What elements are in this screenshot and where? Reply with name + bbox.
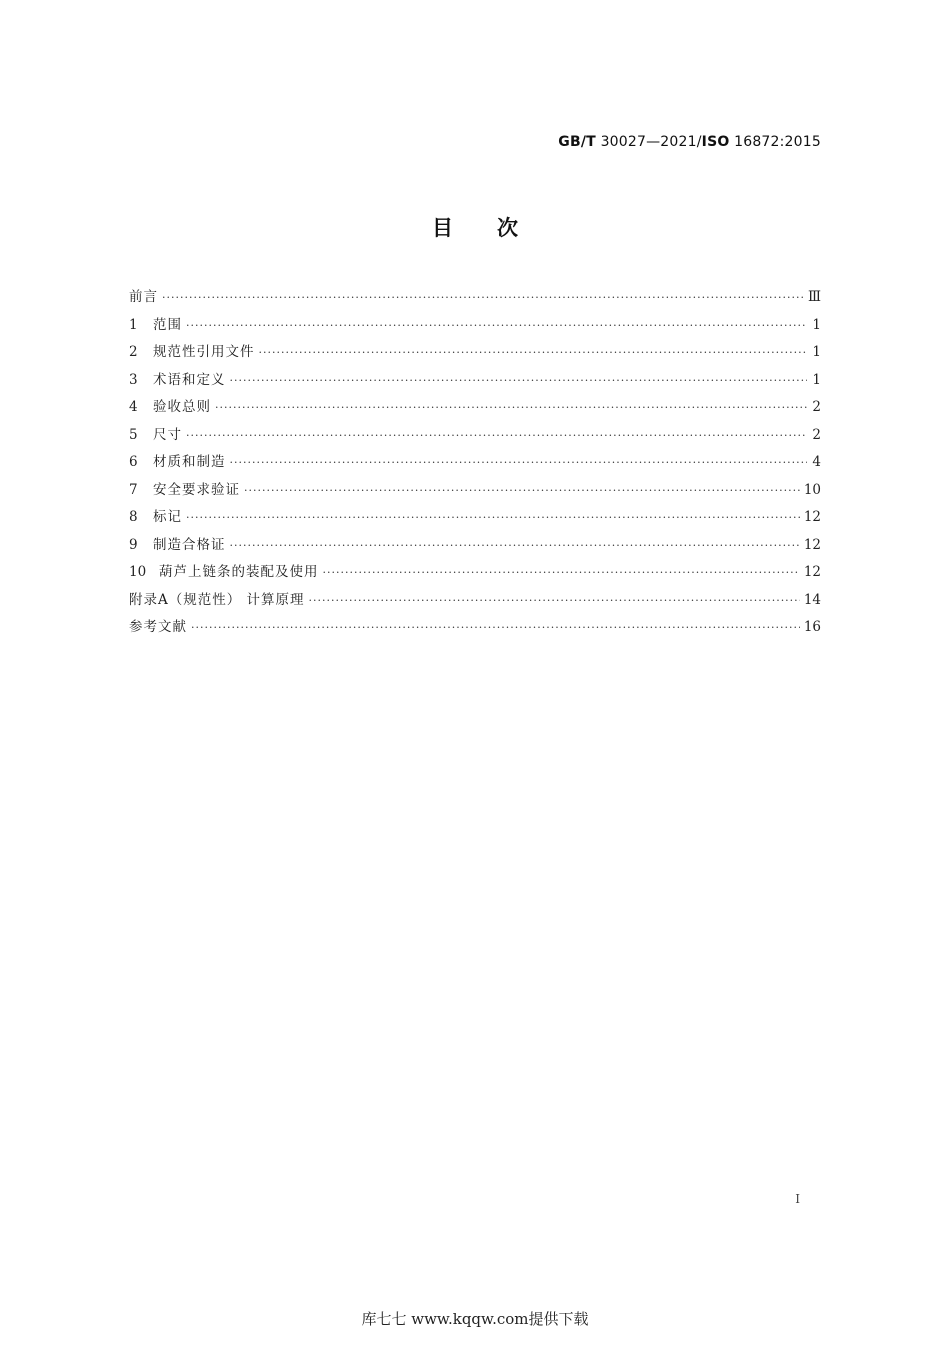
toc-entry-6[interactable]: [129, 449, 821, 477]
toc-entry-1[interactable]: [129, 312, 821, 340]
toc-entry-number: 1: [129, 316, 138, 333]
toc-entry-label: 范围: [153, 316, 182, 333]
toc-entry-number: 3: [129, 371, 138, 388]
toc-leader-dots: [309, 587, 800, 615]
toc-entry-label: 葫芦上链条的装配及使用: [159, 564, 319, 580]
toc-entry-4[interactable]: [129, 394, 821, 422]
toc-entry-7[interactable]: [129, 477, 821, 505]
toc-entry-label: 标记: [153, 509, 182, 525]
toc-leader-dots: [323, 559, 800, 587]
toc-entry-page: 12: [803, 536, 821, 553]
standard-code-iso: ISO: [701, 134, 730, 150]
toc-entry-page: 12: [803, 509, 821, 525]
toc-entry-page: 12: [803, 564, 821, 580]
toc-entry-page: 1: [812, 344, 821, 360]
toc-leader-dots: [230, 367, 808, 395]
toc-entry-label: 制造合格证: [153, 536, 226, 553]
download-source-footer: 库七七 www.kqqw.com提供下载: [361, 1310, 589, 1328]
toc-leader-dots: [215, 394, 807, 422]
table-of-contents: [129, 284, 821, 642]
toc-entry-page: 14: [803, 591, 821, 608]
standard-code-number: 30027—2021/: [595, 134, 702, 150]
toc-entry-10[interactable]: [129, 559, 821, 587]
toc-entry-page: 4: [812, 454, 821, 470]
toc-entry-2[interactable]: [129, 339, 821, 367]
toc-entry-9[interactable]: [129, 532, 821, 560]
toc-entry-number: 4: [129, 399, 138, 415]
toc-entry-label: 参考文献: [129, 619, 187, 635]
toc-entry-label: 尺寸: [153, 426, 182, 443]
toc-leader-dots: [162, 284, 804, 312]
toc-leader-dots: [186, 504, 800, 532]
toc-entry-8[interactable]: [129, 504, 821, 532]
toc-leader-dots: [186, 312, 807, 340]
standard-code: [558, 134, 821, 150]
standard-code-gb: GB/T: [558, 134, 596, 150]
toc-leader-dots: [186, 422, 807, 450]
toc-entry-number: 9: [129, 536, 138, 553]
toc-entry-page: Ⅲ: [807, 289, 821, 305]
toc-entry-page: 10: [803, 481, 821, 498]
toc-entry-page: 2: [812, 399, 821, 415]
toc-entry-label: 安全要求验证: [153, 481, 240, 498]
toc-leader-dots: [191, 614, 800, 642]
toc-leader-dots: [230, 449, 808, 477]
toc-entry-annex-a[interactable]: [129, 587, 821, 615]
toc-entry-page: 1: [812, 316, 821, 333]
toc-entry-label: 验收总则: [153, 399, 211, 415]
toc-entry-number: 6: [129, 454, 138, 470]
page-number: I: [795, 1192, 800, 1206]
toc-leader-dots: [244, 477, 800, 505]
standard-code-iso-number: 16872:2015: [729, 134, 821, 150]
toc-entry-5[interactable]: [129, 422, 821, 450]
toc-entry-page: 1: [812, 371, 821, 388]
toc-entry-number: 5: [129, 426, 138, 443]
toc-entry-number: 7: [129, 481, 138, 498]
toc-entry-label: 材质和制造: [153, 454, 226, 470]
toc-entry-label: 规范性引用文件: [153, 344, 255, 360]
toc-entry-3[interactable]: [129, 367, 821, 395]
toc-entry-number: 10: [129, 564, 147, 580]
toc-entry-number: 2: [129, 344, 138, 360]
toc-entry-bibliography[interactable]: [129, 614, 821, 642]
toc-entry-label: 附录A（规范性） 计算原理: [129, 591, 305, 608]
toc-entry-preface[interactable]: [129, 284, 821, 312]
toc-entry-label: 前言: [129, 289, 158, 305]
toc-entry-label: 术语和定义: [153, 371, 226, 388]
toc-entry-page: 2: [812, 426, 821, 443]
toc-leader-dots: [259, 339, 808, 367]
toc-entry-number: 8: [129, 509, 138, 525]
toc-entry-page: 16: [803, 619, 821, 635]
toc-leader-dots: [230, 532, 800, 560]
page-title: 目次: [432, 216, 562, 240]
